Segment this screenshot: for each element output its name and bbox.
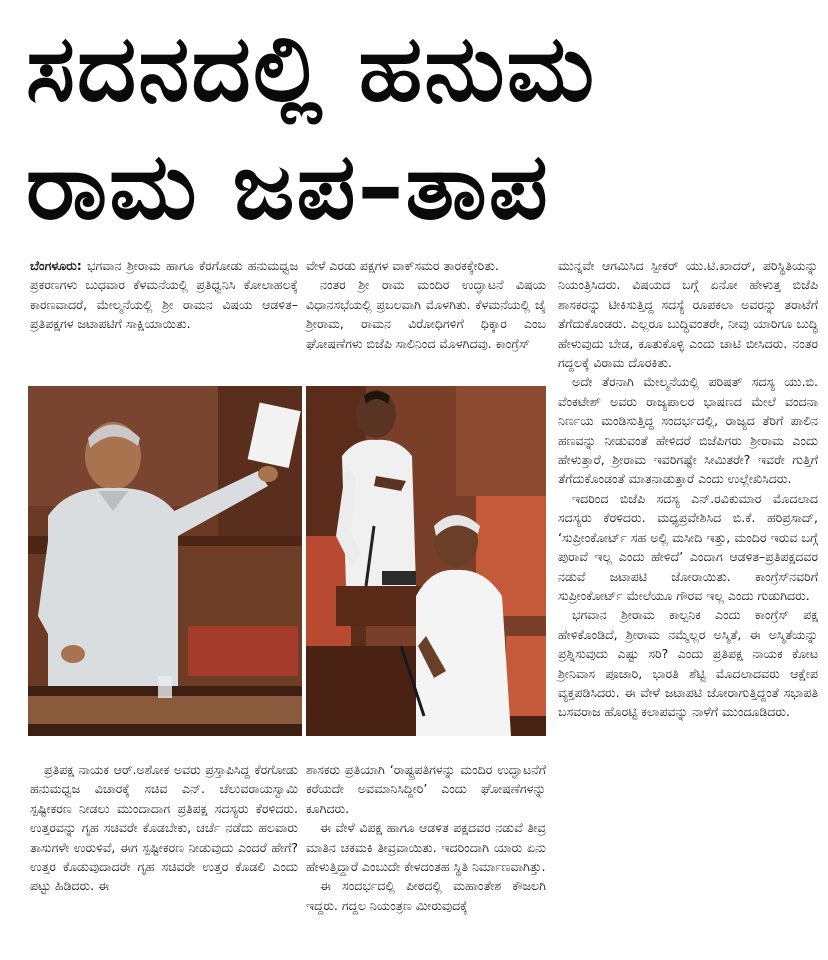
article-column-3 xyxy=(558,256,818,722)
article-column-1-top xyxy=(30,256,298,334)
paragraph: ಪ್ರತಿಪಕ್ಷ ನಾಯಕ ಆರ್.ಅಶೋಕ ಅವರು ಪ್ರಸ್ತಾಪಿಸಿದ್ದ ಕೆರಗೋಡು ಹನುಮಧ್ವಜ ವಿಚಾರಕ್ಕೆ ಸಚಿವ ಎನ್. ಚೆಲುವರಾಯಸ್ವಾಮಿ ಸ್ಪಷ್ಟೀಕರಣ ನೀಡಲು ಮುಂದಾದಾಗ ಪ್ರತಿಪಕ್ಷ ಸದಸ್ಯರು ಕೆರಳಿದರು. ಉತ್ತರವನ್ನು ಗೃಹ ಸಚಿವರೇ ಕೊಡಬೇಕು, ಚರ್ಚೆ ನಡೆದು ಹಲವಾರು ತಾಸುಗಳೇ ಉರುಳಿವೆ, ಈಗ ಸ್ಪಷ್ಟೀಕರಣ ನೀಡುವುದು ಎಂದರೆ ಹೇಗೆ? ಉತ್ತರ ಕೊಡುವುದಾದರೇ ಗೃಹ ಸಚಿವರೇ ಉತ್ತರ ಕೊಡಲಿ ಎಂದು ಪಟ್ಟು ಹಿಡಿದರು. ಈ xyxy=(30,762,298,894)
paragraph: ಭಗವಾನ ಶ್ರೀರಾಮ ಕಾಲ್ಪನಿಕ ಎಂದು ಕಾಂಗ್ರೆಸ್ ಪಕ್ಷ ಹೇಳಿಕೊಂಡಿದೆ, ಶ್ರೀರಾಮ ನಮ್ಮೆಲ್ಲರ ಅಸ್ಮಿತೆ, ಈ ಅಸ್ಮಿತೆಯನ್ನು ಪ್ರಶ್ನಿಸುವುದು ಎಷ್ಟು ಸರಿ? ಎಂದು ಪ್ರತಿಪಕ್ಷ ನಾಯಕ ಕೋಟ ಶ್ರೀನಿವಾಸ ಪೂಜಾರಿ, ಭಾರತಿ ಶೆಟ್ಟಿ ಮೊದಲಾದವರು ಆಕ್ಷೇಪ ವ್ಯಕ್ತಪಡಿಸಿದರು. ಈ ವೇಳೆ ಜಟಾಪಟಿ ಜೋರಾಗುತ್ತಿದ್ದಂತೆ ಸಭಾಪತಿ ಬಸವರಾಜ ಹೊರಟ್ಟಿ ಕಲಾಪವನ್ನು ನಾಳೆಗೆ ಮುಂದೂಡಿದರು. xyxy=(558,607,818,720)
paragraph: ವೇಳೆ ಎರಡು ಪಕ್ಷಗಳ ವಾಕ್‌ಸಮರ ತಾರಕಕ್ಕೇರಿತು. xyxy=(306,258,499,273)
paragraph: ಇದರಿಂದ ಬಿಜೆಪಿ ಸದಸ್ಯ ಎನ್.ರವಿಕುಮಾರ ಮೊದಲಾದ ಸದಸ್ಯರು ಕೆರಳಿದರು. ಮಧ್ಯಪ್ರವೇಶಿಸಿದ ಬಿ.ಕೆ. ಹರಿಪ್ರಸಾದ್, ‘ಸುಪ್ರೀಂಕೋರ್ಟ್ ಸಹ ಅಲ್ಲಿ ಮಸೀದಿ ಇತ್ತು, ಮಂದಿರ ಇರುವ ಬಗ್ಗೆ ಪುರಾವೆ ಇಲ್ಲ ಎಂದು ಹೇಳಿದೆ’ ಎಂದಾಗ ಆಡಳಿತ–ಪ್ರತಿಪಕ್ಷದವರ ನಡುವೆ ಜಟಾಪಟಿ ಜೋರಾಯಿತು. ಕಾಂಗ್ರೆಸ್‌ನವರಿಗೆ ಸುಪ್ರೀಂಕೋರ್ಟ್ ಮೇಲೆಯೂ ಗೌರವ ಇಲ್ಲ ಎಂದು ಗುಡುಗಿದರು. xyxy=(558,490,818,603)
paragraph: ಮುನ್ನವೇ ಆಗಮಿಸಿದ ಸ್ಪೀಕರ್ ಯು.ಟಿ.ಖಾದರ್, ಪರಿಸ್ಥಿತಿಯನ್ನು ನಿಯಂತ್ರಿಸಿದರು. ವಿಷಯದ ಬಗ್ಗೆ ಏನೋ ಹೇಳುತ್ತ ಬಿಜೆಪಿ ಶಾಸಕರನ್ನು ಟೀಕಿಸುತ್ತಿದ್ದ ಸದಸ್ಯೆ ರೂಪಕಲಾ ಅವರನ್ನು ತರಾಟೆಗೆ ತೆಗೆದುಕೊಂಡರು. ಎಲ್ಲರೂ ಬುದ್ಧಿವಂತರೇ, ನೀವು ಯಾರಿಗೂ ಬುದ್ಧಿ ಹೇಳುವುದು ಬೇಡ, ಕೂತುಕೊಳ್ಳಿ ಎಂದು ಚಾಟಿ ಬೀಸಿದರು. ನಂತರ ಗದ್ದಲಕ್ಕೆ ವಿರಾಮ ದೊರಕಿತು. xyxy=(558,258,818,371)
photo-two-members-image xyxy=(306,386,546,736)
paragraph: ನಂತರ ಶ್ರೀ ರಾಮ ಮಂದಿರ ಉದ್ಘಾಟನೆ ವಿಷಯ ವಿಧಾನಸಭೆಯಲ್ಲಿ ಪ್ರಬಲವಾಗಿ ಮೊಳಗಿತು. ಕೆಳಮನೆಯಲ್ಲಿ ಜೈ ಶ್ರೀರಾಮ, ರಾಮನ ವಿರೋಧಿಗಳಿಗೆ ಧಿಕ್ಕಾರ ಎಂಬ ಘೋಷಣೆಗಳು ಬಿಜೆಪಿ ಸಾಲಿನಿಂದ ಮೊಳಗಿದವು. ಕಾಂಗ್ರೆಸ್ xyxy=(306,277,546,351)
paragraph-text: ಭಗವಾನ ಶ್ರೀರಾಮ ಹಾಗೂ ಕೆರಗೋಡು ಹನುಮಧ್ವಜ ಪ್ರಕರಣಗಳು ಬುಧವಾರ ಕೆಳಮನೆಯಲ್ಲಿ ಪ್ರತಿಧ್ವನಿಸಿ ಕೋಲಾಹಲಕ್ಕೆ ಕಾರಣವಾದರೆ, ಮೇಲ್ಮನೆಯಲ್ಲಿ ಶ್ರೀ ರಾಮನ ವಿಷಯ ಆಡಳಿತ–ಪ್ರತಿಪಕ್ಷಗಳ ಜಟಾಪಟಿಗೆ ಸಾಕ್ಷಿಯಾಯಿತು. xyxy=(30,258,298,332)
article-column-2-top xyxy=(306,256,546,353)
headline-line-2: ರಾಮ ಜಪ–ತಾಪ xyxy=(26,133,550,240)
paragraph xyxy=(30,256,298,334)
paragraph: ಈ ಸಂದರ್ಭದಲ್ಲಿ ಪೀಠದಲ್ಲಿ ಮಹಾಂತೇಶ ಕೌಜಲಗಿ ಇದ್ದರು. ಗದ್ದಲ ನಿಯಂತ್ರಣ ಮೀರುವುದಕ್ಕೆ xyxy=(306,878,546,913)
dateline: ಬೆಂಗಳೂರು: xyxy=(30,258,82,273)
headline xyxy=(14,6,814,250)
paragraph: ಅದೇ ತೆರನಾಗಿ ಮೇಲ್ಮನೆಯಲ್ಲಿ ಪರಿಷತ್ ಸದಸ್ಯ ಯು.ಬಿ. ವೆಂಕಟೇಶ್ ಅವರು ರಾಜ್ಯಪಾಲರ ಭಾಷಣದ ಮೇಲೆ ವಂದನಾ ನಿರ್ಣಯ ಮಂಡಿಸುತ್ತಿದ್ದ ಸಂದರ್ಭದಲ್ಲಿ, ರಾಜ್ಯದ ತೆರಿಗೆ ಪಾಲಿನ ಹಣವನ್ನು ನೀಡುವಂತೆ ಹೇಳಿದರೆ ಬಿಜೆಪಿಗರು ಶ್ರೀರಾಮ ಎಂದು ಹೇಳುತ್ತಾರೆ, ಶ್ರೀರಾಮ ಇವರಿಗಷ್ಟೇ ಸೀಮಿತರೇ? ಇವರೇ ಗುತ್ತಿಗೆ ತೆಗೆದುಕೊಂಡಂತೆ ಮಾತನಾಡುತ್ತಾರೆ ಎಂದು ಉಲ್ಲೇಖಿಸಿದರು. xyxy=(558,374,818,487)
headline-line-1: ಸದನದಲ್ಲಿ ಹನುಮ xyxy=(26,15,597,122)
photo-speaker-standing-image xyxy=(28,386,302,736)
paragraph: ಶಾಸಕರು ಪ್ರತಿಯಾಗಿ ‘ರಾಷ್ಟ್ರಪತಿಗಳನ್ನು ಮಂದಿರ ಉದ್ಘಾಟನೆಗೆ ಕರೆಯದೇ ಅವಮಾನಿಸಿದ್ದೀರಿ’ ಎಂದು ಘೋಷಣೆಗಳನ್ನು ಕೂಗಿದರು. xyxy=(306,762,546,816)
article-column-1-bottom xyxy=(30,760,298,896)
article-column-2-bottom xyxy=(306,760,546,915)
paragraph: ಈ ವೇಳೆ ವಿಪಕ್ಷ ಹಾಗೂ ಆಡಳಿತ ಪಕ್ಷದವರ ನಡುವೆ ತೀವ್ರ ಮಾತಿನ ಚಕಮಕಿ ತೀವ್ರವಾಯಿತು. ಇದರಿಂದಾಗಿ ಯಾರು ಏನು ಹೇಳುತ್ತಿದ್ದಾರೆ ಎಂಬುದೇ ಕೇಳದಂತಹ ಸ್ಥಿತಿ ನಿರ್ಮಾಣವಾಗಿತ್ತು. xyxy=(306,820,546,875)
photo-two-members xyxy=(306,386,546,736)
photo-speaker-standing xyxy=(28,386,302,736)
